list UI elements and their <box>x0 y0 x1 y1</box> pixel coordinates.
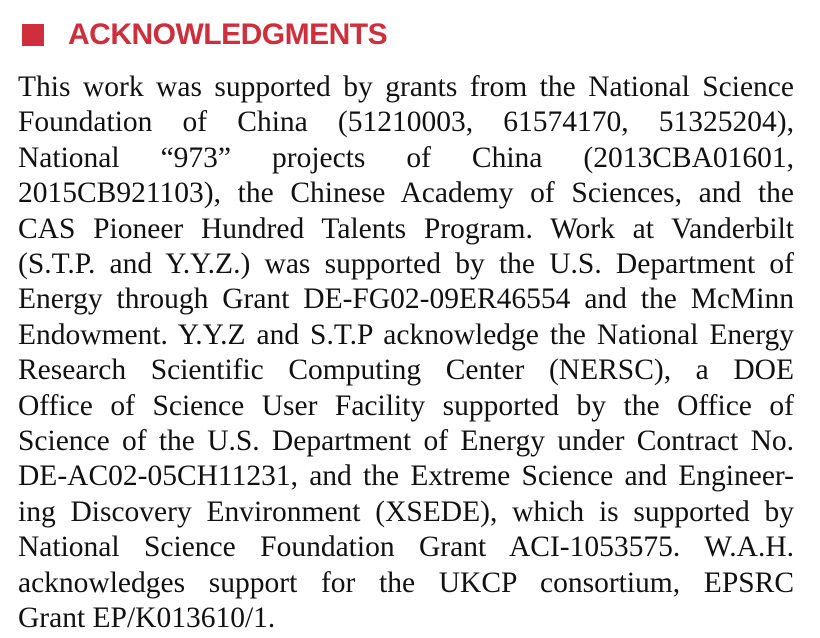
section-title: ACKNOWLEDGMENTS <box>68 18 388 51</box>
paragraph-line: Foundation of China (51210003, 61574170, 51325204), <box>18 106 794 139</box>
paragraph-line: National Science Foundation Grant ACI-1053575. W.A.H. <box>18 531 794 564</box>
paragraph-line: Science of the U.S. Department of Energy under Contract No. <box>18 425 794 458</box>
paragraph-line: Energy through Grant DE-FG02-09ER46554 and the McMinn <box>18 283 794 316</box>
paragraph-line: National “973” projects of China (2013CBA01601, <box>18 141 794 174</box>
paragraph-line: This work was supported by grants from the National Science <box>18 71 794 103</box>
section-marker-square <box>22 24 44 46</box>
paragraph-line: Research Scientific Computing Center (NERSC), a DOE <box>18 354 794 387</box>
paragraph-line: 2015CB921103), the Chinese Academy of Sciences, and the <box>18 177 794 210</box>
paragraph-line: Endowment. Y.Y.Z and S.T.P acknowledge the National Energy <box>18 318 794 351</box>
paragraph-line: (S.T.P. and Y.Y.Z.) was supported by the U.S. Department of <box>18 248 794 281</box>
paragraph-line: ing Discovery Environment (XSEDE), which is supported by <box>18 495 794 528</box>
paragraph-line: DE-AC02-05CH11231, and the Extreme Science and Engineer- <box>18 460 794 493</box>
acknowledgments-paragraph <box>18 70 794 637</box>
section-heading <box>18 18 794 52</box>
paragraph-line: acknowledges support for the UKCP consortium, EPSRC <box>18 566 794 599</box>
paragraph-line: Office of Science User Facility supported by the Office of <box>18 389 794 422</box>
paragraph-line: CAS Pioneer Hundred Talents Program. Work at Vanderbilt <box>18 212 794 245</box>
paragraph-line: Grant EP/K013610/1. <box>18 602 276 635</box>
